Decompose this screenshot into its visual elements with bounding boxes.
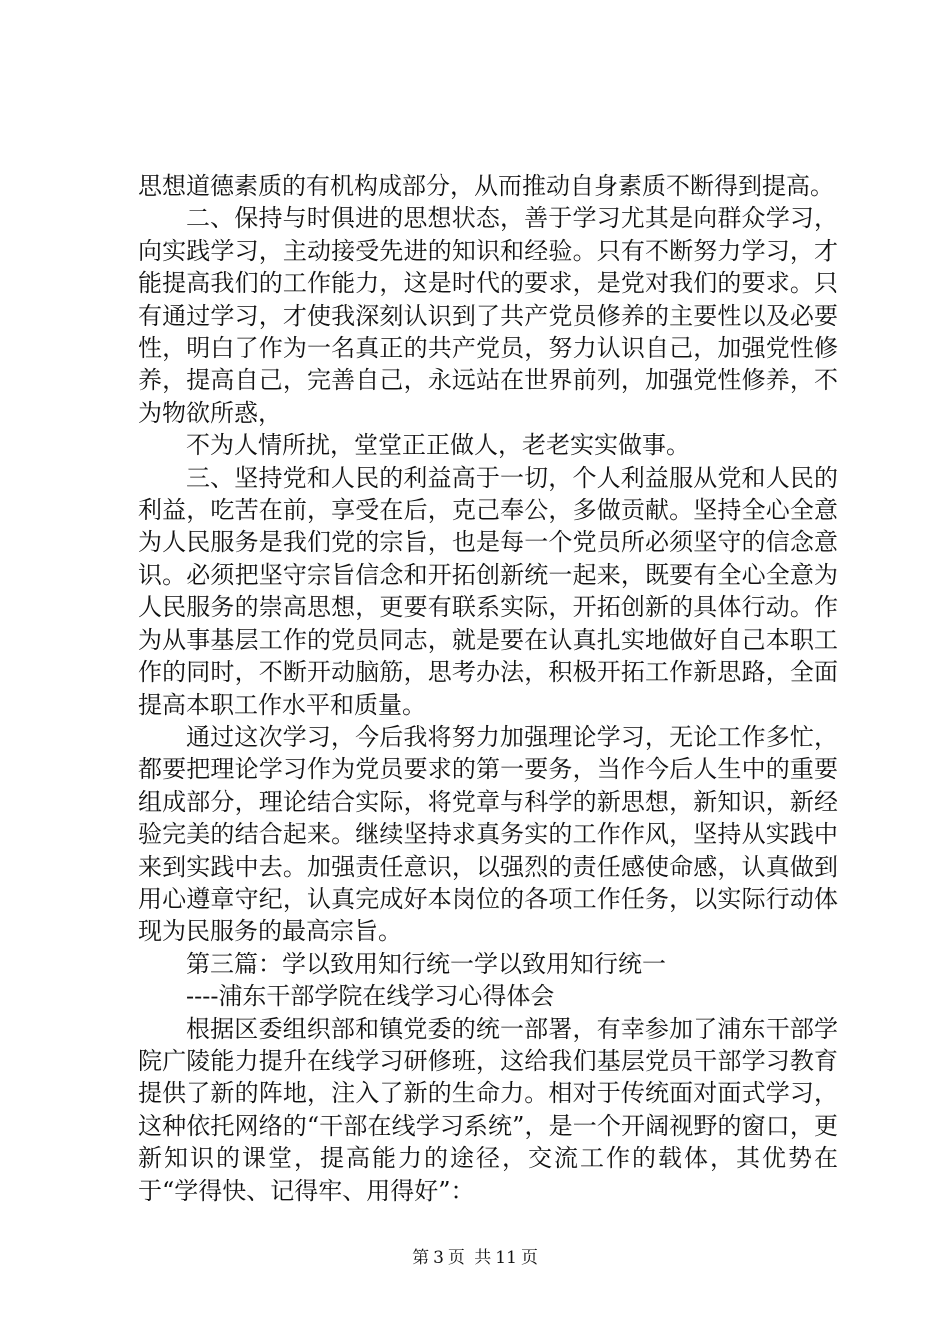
section-subtitle: ----浦东干部学院在线学习心得体会 xyxy=(186,982,555,1011)
paragraph-4: 三、坚持党和人民的利益高于一切，个人利益服从党和人民的利益，吃苦在前，享受在后，克己奉公，多做贡献。坚持全心全意为人民服务是我们党的宗旨，也是每一个党员所必须坚守的信念意识。必须把坚守宗旨信念和开拓创新统一起来，既要有全心全意为人民服务的崇高思想，更要有联系实际，开拓创新的具体行动。作为从事基层工作的党员同志，就是要在认真扎实地做好自己本职工作的同时，不断开动脑筋，思考办法，积极开拓工作新思路，全面提高本职工作水平和质量。 xyxy=(138,463,838,719)
page-label: 第 xyxy=(412,1248,430,1268)
page-suffix: 页 xyxy=(447,1248,465,1268)
paragraph-6: 根据区委组织部和镇党委的统一部署，有幸参加了浦东干部学院广陵能力提升在线学习研修班，这给我们基层党员干部学习教育提供了新的阵地，注入了新的生命力。相对于传统面对面式学习，这种依托网络的“干部在线学习系统”，是一个开阔视野的窗口，更新知识的课堂，提高能力的途径，交流工作的载体，其优势在于“学得快、记得牢、用得好”： xyxy=(138,1014,838,1205)
paragraph-1: 思想道德素质的有机构成部分，从而推动自身素质不断得到提高。 xyxy=(138,172,834,200)
current-page-number: 3 xyxy=(433,1248,444,1268)
paragraph-3: 不为人情所扰，堂堂正正做人，老老实实做事。 xyxy=(186,431,690,460)
paragraph-5: 通过这次学习，今后我将努力加强理论学习，无论工作多忙，都要把理论学习作为党员要求的第一要务，当作今后人生中的重要组成部分，理论结合实际，将党章与科学的新思想，新知识，新经验完美的结合起来。继续坚持求真务实的工作作风，坚持从实践中来到实践中去。加强责任意识，以强烈的责任感使命感，认真做到用心遵章守纪，认真完成好本岗位的各项工作任务，以实际行动体现为民服务的最高宗旨。 xyxy=(138,722,838,946)
paragraph-2: 二、保持与时俱进的思想状态，善于学习尤其是向群众学习，向实践学习，主动接受先进的知识和经验。只有不断努力学习，才能提高我们的工作能力，这是时代的要求，是党对我们的要求。只有通过学习，才使我深刻认识到了共产党员修养的主要性以及必要性，明白了作为一名真正的共产党员，努力认识自己，加强党性修养，提高自己，完善自己，永远站在世界前列，加强党性修养，不为物欲所惑， xyxy=(138,204,838,427)
total-suffix: 页 xyxy=(520,1248,538,1268)
total-pages-number: 11 xyxy=(495,1248,517,1268)
page-footer xyxy=(0,1243,950,1268)
document-body xyxy=(138,170,838,1207)
section-heading: 第三篇：学以致用知行统一学以致用知行统一 xyxy=(186,949,666,978)
total-label: 共 xyxy=(474,1248,492,1268)
